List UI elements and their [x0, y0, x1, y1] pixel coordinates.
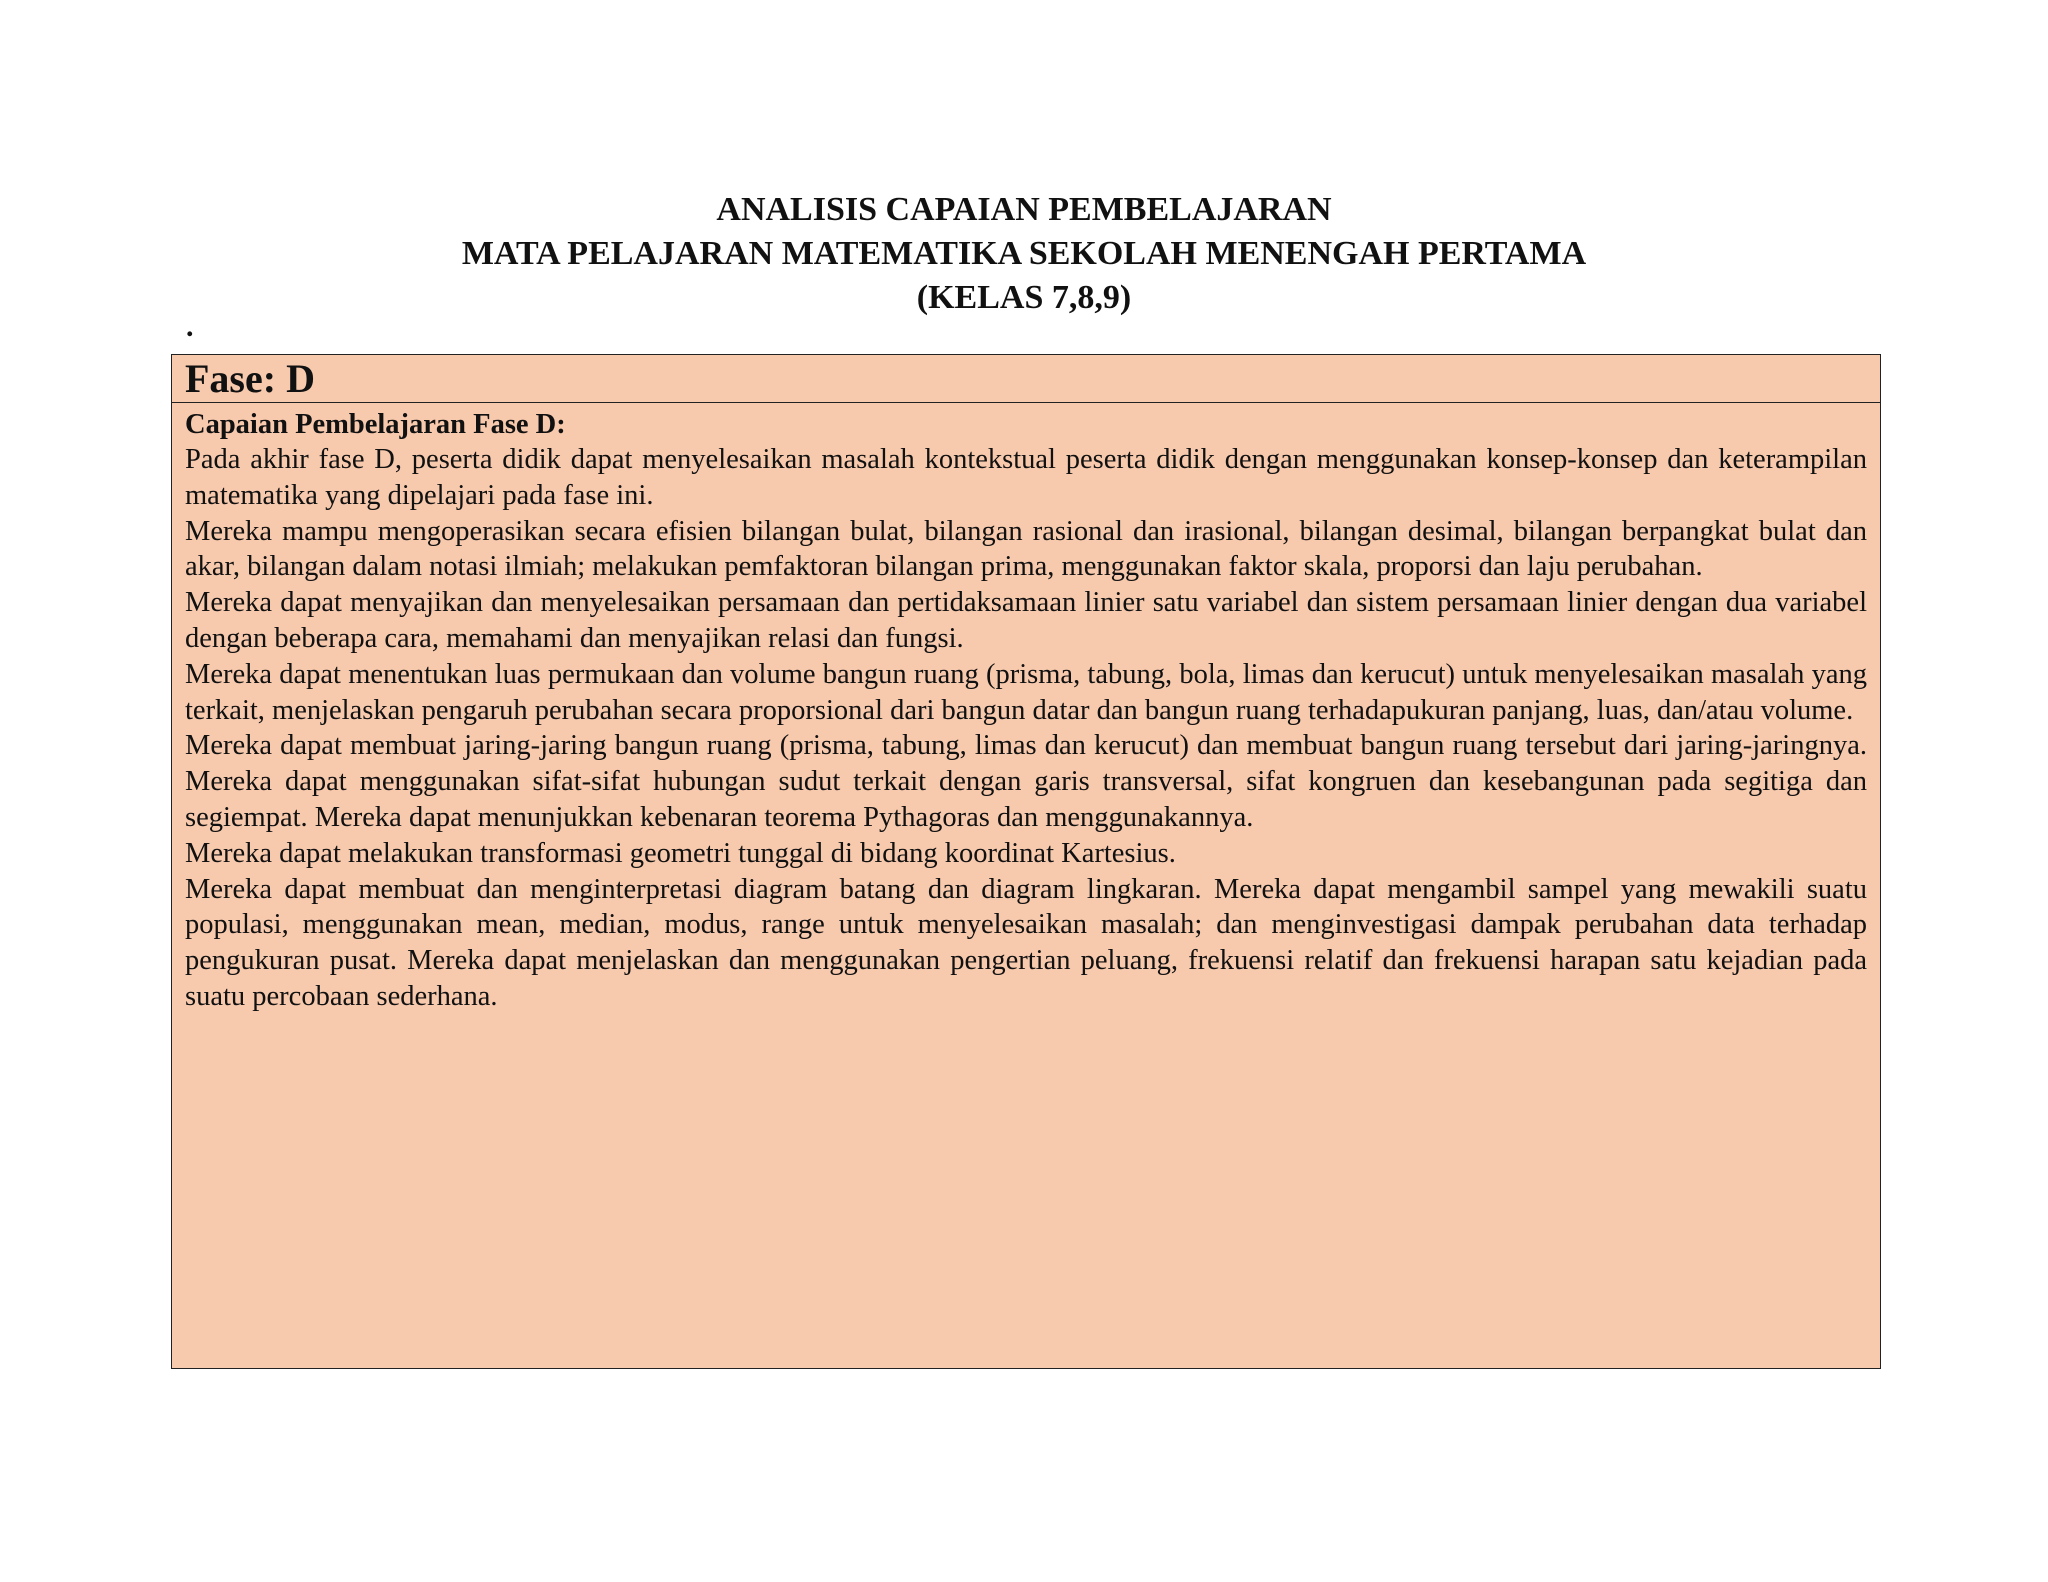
learning-outcome-heading: Capaian Pembelajaran Fase D:: [185, 409, 566, 440]
phase-table: [171, 354, 1881, 1369]
outcome-paragraph: Mereka dapat membuat dan menginterpretasi diagram batang dan diagram lingkaran. Mereka dapat mengambil sampel yang mewakili suatu populasi, menggunakan mean, median, modus, range untuk menyelesaikan masalah; dan menginvestigasi dampak perubahan data terhadap pengukuran pusat. Mereka dapat menjelaskan dan menggunakan pengertian peluang, frekuensi relatif dan frekuensi harapan satu kejadian pada suatu percobaan sederhana.: [185, 873, 1867, 1012]
title-line-1: ANALISIS CAPAIAN PEMBELAJARAN: [716, 191, 1332, 228]
title-line-3: (KELAS 7,8,9): [916, 279, 1132, 316]
outcome-paragraph: Mereka dapat menyajikan dan menyelesaikan persamaan dan pertidaksamaan linier satu variabel dan sistem persamaan linier dengan dua variabel dengan beberapa cara, memahami dan menyajikan relasi dan fungsi.: [185, 587, 1867, 654]
title-line-2: MATA PELAJARAN MATEMATIKA SEKOLAH MENENGAH PERTAMA: [461, 235, 1587, 272]
outcome-paragraph: Mereka dapat membuat jaring-jaring bangun ruang (prisma, tabung, limas dan kerucut) dan membuat bangun ruang tersebut dari jaring-jaringnya. Mereka dapat menggunakan sifat-sifat hubungan sudut terkait dengan garis transversal, sifat kongruen dan kesebangunan pada segitiga dan segiempat. Mereka dapat menunjukkan kebenaran teorema Pythagoras dan menggunakannya.: [185, 730, 1867, 833]
outcome-paragraph: Pada akhir fase D, peserta didik dapat menyelesaikan masalah kontekstual peserta didik dengan menggunakan konsep-konsep dan keterampilan matematika yang dipelajari pada fase ini.: [185, 444, 1867, 511]
bullet-dot: .: [186, 310, 194, 343]
outcome-paragraph: Mereka mampu mengoperasikan secara efisien bilangan bulat, bilangan rasional dan irasional, bilangan desimal, bilangan berpangkat bulat dan akar, bilangan dalam notasi ilmiah; melakukan pemfaktoran bilangan prima, menggunakan faktor skala, proporsi dan laju perubahan.: [185, 515, 1867, 583]
phase-body: [172, 403, 1880, 1015]
outcome-paragraph: Mereka dapat melakukan transformasi geometri tunggal di bidang koordinat Kartesius.: [185, 837, 1176, 869]
phase-header: Fase: D: [172, 355, 1880, 403]
outcome-paragraph: Mereka dapat menentukan luas permukaan dan volume bangun ruang (prisma, tabung, bola, limas dan kerucut) untuk menyelesaikan masalah yang terkait, menjelaskan pengaruh perubahan secara proporsional dari bangun datar dan bangun ruang terhadapukuran panjang, luas, dan/atau volume.: [185, 658, 1867, 726]
document-title: [0, 188, 2048, 320]
